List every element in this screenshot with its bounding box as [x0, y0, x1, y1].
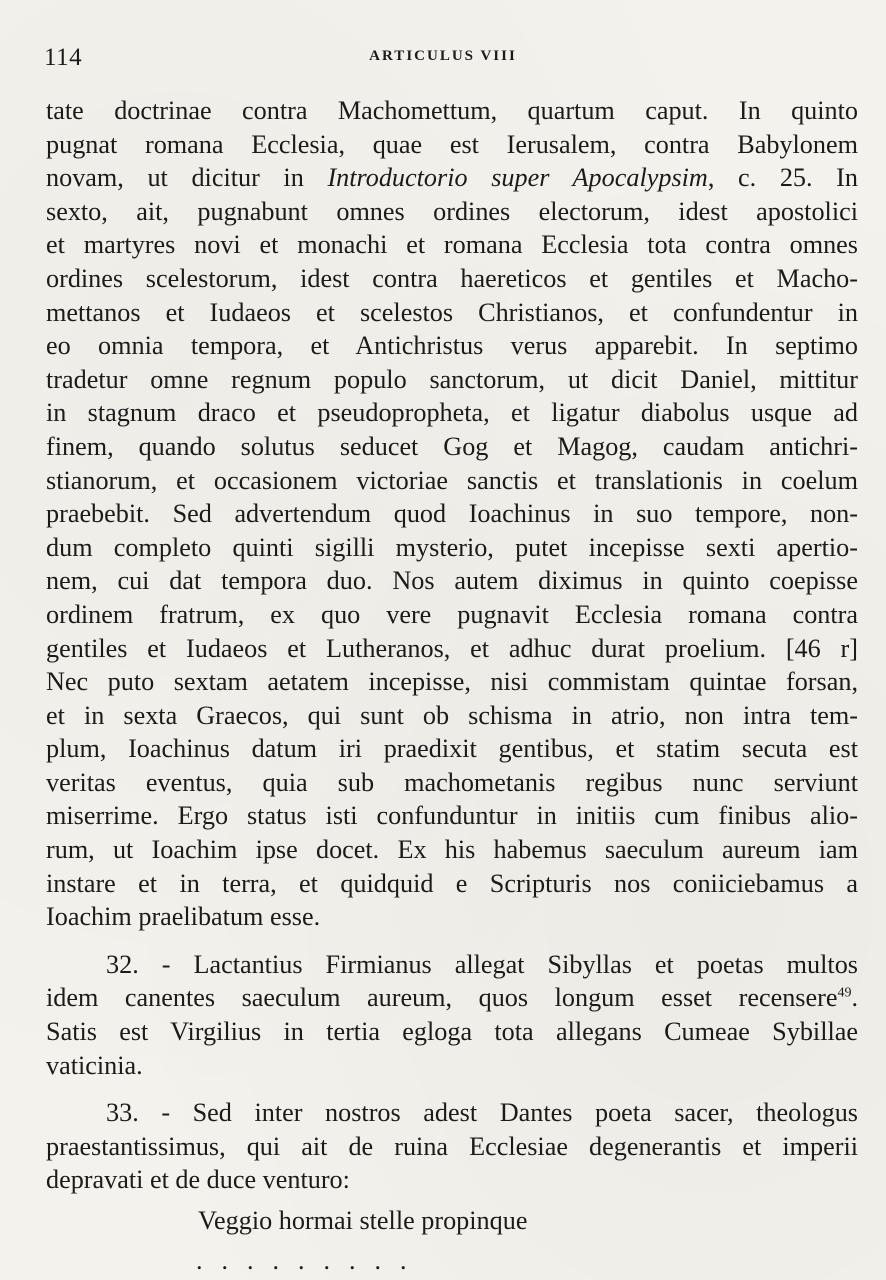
verse-quotation: Veggio hormai stelle propinque: [198, 1206, 528, 1235]
text-line: et martyres novi et monachi et romana Ecclesia tota contra omnes: [46, 230, 858, 260]
text-segment: idem canentes saeculum aureum, quos longum esset recensere: [46, 983, 838, 1013]
footnote-reference: 49: [837, 985, 852, 1001]
paragraph-32-line: Satis est Virgilius in tertia egloga tota allegans Cumeae Sybillae: [46, 1017, 858, 1047]
running-title: ARTICULUS VIII: [369, 48, 517, 64]
paragraph-33-line: praestantissimus, qui ait de ruina Ecclesiae degenerantis et imperii: [46, 1131, 858, 1161]
text-line: [46, 161, 858, 195]
text-line: plum, Ioachinus datum iri praedixit gentibus, et statim secuta est: [46, 734, 858, 764]
text-line: instare et in terra, et quidquid e Scripturis nos coniiciebamus a: [46, 868, 858, 898]
running-head: [0, 40, 886, 80]
text-line: praebebit. Sed advertendum quod Ioachinus in suo tempore, non-: [46, 499, 858, 529]
text-line: gentiles et Iudaeos et Lutheranos, et adhuc durat proelium. [46 r]: [46, 633, 858, 663]
text-line: tradetur omne regnum populo sanctorum, ut dicit Daniel, mittitur: [46, 364, 858, 394]
text-segment: novam, ut dicitur in: [46, 163, 328, 193]
text-line: rum, ut Ioachim ipse docet. Ex his habemus saeculum aureum iam: [46, 835, 858, 865]
text-line: in stagnum draco et pseudopropheta, et ligatur diabolus usque ad: [46, 398, 858, 428]
text-line: Ioachim praelibatum esse.: [46, 902, 321, 932]
text-line: Nec puto sextam aetatem incepisse, nisi commistam quintae forsan,: [46, 667, 858, 697]
text-line: ordinem fratrum, ex quo vere pugnavit Ecclesia romana contra: [46, 599, 858, 629]
text-line: eo omnia tempora, et Antichristus verus apparebit. In septimo: [46, 331, 858, 361]
text-line: sexto, ait, pugnabunt omnes ordines electorum, idest apostolici: [46, 196, 858, 226]
text-line: et in sexta Graecos, qui sunt ob schisma in atrio, non intra tem-: [46, 700, 858, 730]
text-line: ordines scelestorum, idest contra haereticos et gentiles et Macho-: [46, 263, 858, 293]
body-text: [46, 94, 858, 1197]
paragraph-32-line: [46, 981, 858, 1015]
paragraph-32-line: 32. - Lactantius Firmianus allegat Sibyllas et poetas multos: [106, 949, 858, 979]
verse-ellipsis: .........: [196, 1246, 426, 1275]
text-line: miserrime. Ergo status isti confunduntur in initiis cum finibus alio-: [46, 801, 858, 831]
text-line: nem, cui dat tempora duo. Nos autem diximus in quinto coepisse: [46, 566, 858, 596]
italic-title: Introductorio super Apocalypsim: [327, 163, 708, 193]
text-line: dum completo quinti sigilli mysterio, putet incepisse sexti apertio-: [46, 532, 858, 562]
text-line: tate doctrinae contra Machomettum, quartum caput. In quinto: [46, 96, 858, 125]
text-segment: .: [851, 983, 858, 1013]
text-line: veritas eventus, quia sub machometanis regibus nunc serviunt: [46, 767, 858, 797]
paragraph-32-line: vaticinia.: [46, 1050, 143, 1080]
text-line: finem, quando solutus seducet Gog et Magog, caudam antichri-: [46, 431, 858, 461]
text-line: stianorum, et occasionem victoriae sanctis et translationis in coelum: [46, 465, 858, 495]
page-number: 114: [44, 44, 83, 71]
paragraph-33-line: depravati et de duce venturo:: [46, 1165, 350, 1195]
text-line: pugnat romana Ecclesia, quae est Ierusalem, contra Babylonem: [46, 129, 858, 159]
paragraph-33-line: 33. - Sed inter nostros adest Dantes poeta sacer, theologus: [106, 1098, 858, 1128]
text-line: mettanos et Iudaeos et scelestos Christianos, et confundentur in: [46, 297, 858, 327]
text-segment: , c. 25. In: [707, 163, 858, 193]
